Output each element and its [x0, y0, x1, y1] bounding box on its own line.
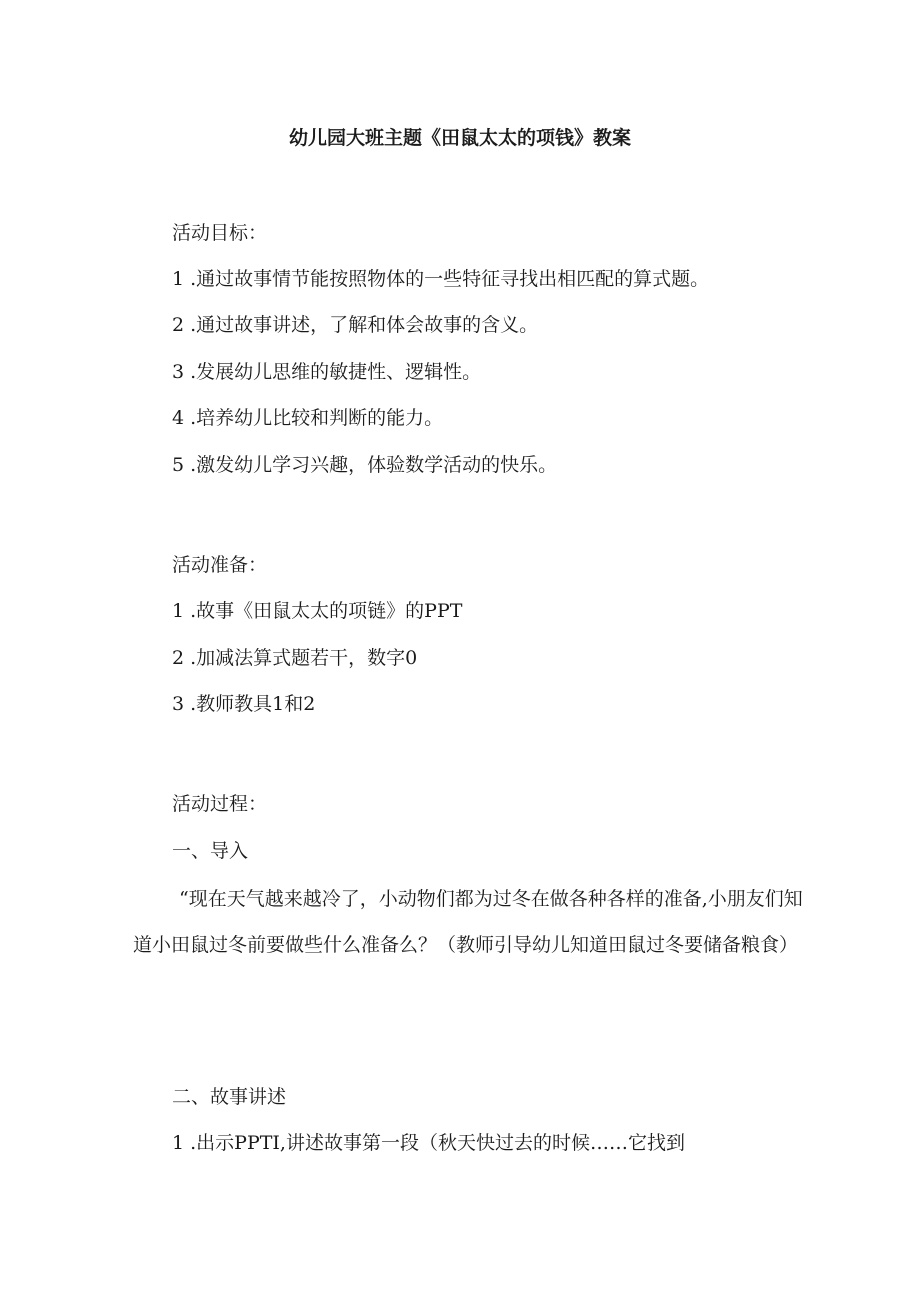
- goal-item-3: 3 .发展幼儿思维的敏捷性、逻辑性。: [172, 361, 482, 383]
- section-intro-heading: 一、导入: [172, 840, 249, 862]
- preparation-item-1: 1 .故事《田鼠太太的项链》的PPT: [172, 600, 463, 622]
- story-item-1: 1 .出示PPTI,讲述故事第一段（秋天快过去的时候……它找到: [172, 1132, 685, 1154]
- goal-item-5: 5 .激发幼儿学习兴趣，体验数学活动的快乐。: [172, 454, 558, 476]
- process-heading: 活动过程：: [172, 793, 268, 815]
- preparation-heading: 活动准备：: [172, 554, 268, 576]
- section-intro-paragraph: [133, 876, 803, 968]
- preparation-item-3: 3 .教师教具1和2: [172, 693, 316, 715]
- goal-item-1: 1 .通过故事情节能按照物体的一些特征寻找出相匹配的算式题。: [172, 268, 710, 290]
- goal-item-2: 2 .通过故事讲述，了解和体会故事的含义。: [172, 314, 539, 336]
- preparation-item-2: 2 .加减法算式题若干，数字0: [172, 647, 418, 669]
- document-title: 幼儿园大班主题《田鼠太太的项钱》教案: [288, 127, 631, 149]
- goals-heading: 活动目标：: [172, 222, 268, 244]
- section-intro-text: “现在天气越来越冷了，小动物们都为过冬在做各种各样的准备,小朋友们知道小田鼠过冬前要做些什么准备么？（教师引导幼儿知道田鼠过冬要储备粮食）: [133, 888, 803, 956]
- goal-item-4: 4 .培养幼儿比较和判断的能力。: [172, 407, 444, 429]
- section-story-heading: 二、故事讲述: [172, 1086, 287, 1108]
